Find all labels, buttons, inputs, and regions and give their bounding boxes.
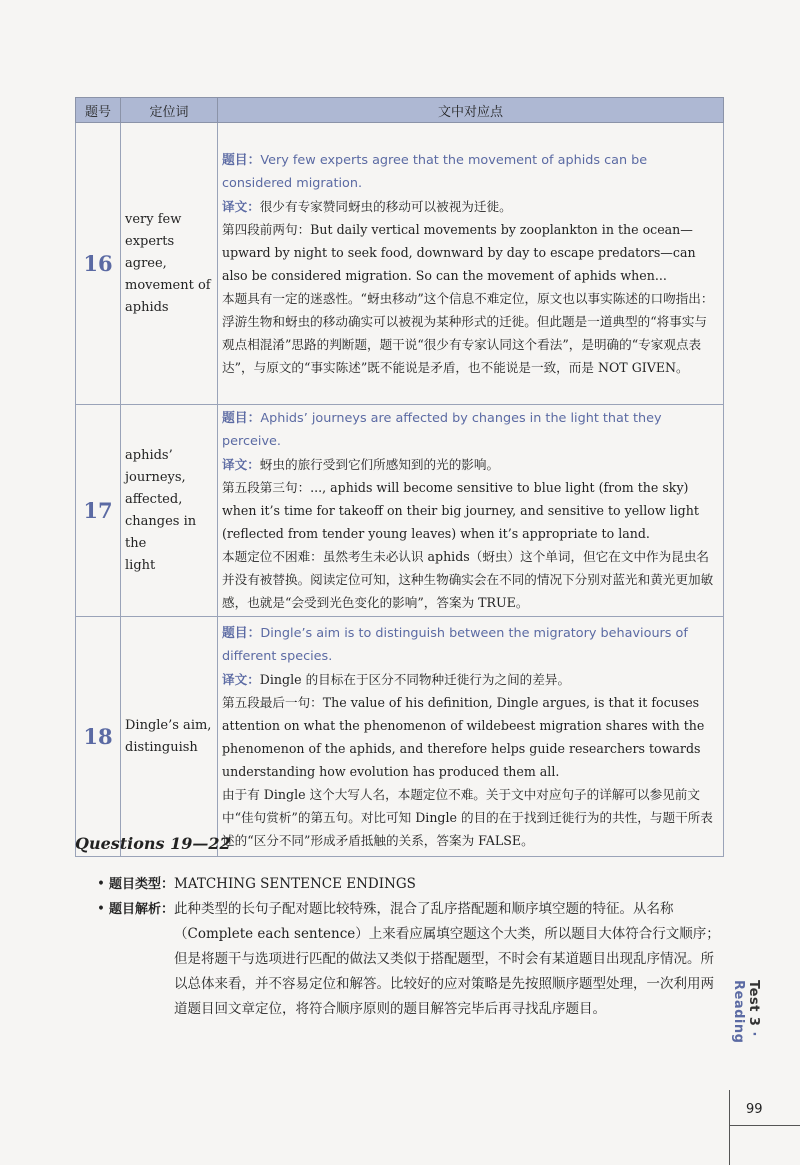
source-text: 第四段前两句：But daily vertical movements by zooplankton in the ocean—upward by night to seek food, downward by day to escape predators—can also be considered migration. So can the movement of aphids when... [222,221,696,283]
page-divider-vertical [729,1090,730,1165]
keyword: changes in the [125,513,197,551]
sidebar-section: Reading [731,980,746,1044]
keyword: experts agree, [125,233,175,271]
keyword: distinguish [125,739,198,755]
keyword: affected, [125,491,183,507]
list-item [97,897,727,1022]
page-divider-horizontal [729,1125,800,1126]
keyword: very few [125,211,182,227]
bullet-icon: • [97,876,105,892]
bullet-label: 题目类型： [109,877,175,892]
bullet-text: 此种类型的长句子配对题比较特殊，混合了乱序搭配题和顺序填空题的特征。从名称（Complete each sentence）上来看应属填空题这个大类，所以题目大体符合行文顺序；但是将题干与选项进行匹配的做法又类似于搭配题型，不时会有某道题目出现乱序情况。所以总体来看，并不容易定位和解答。比较好的应对策略是先按照顺序题型处理，一次利用两道题目回文章定位，将符合顺序原则的题目解答完毕后再寻找乱序题目。 [174,901,720,1017]
table-row [76,123,724,405]
sidebar-separator: · [746,1031,761,1037]
section-sidebar-label [731,980,761,1090]
answer-table [75,97,724,857]
table-header-row [76,98,724,123]
sidebar-test: Test 3 [746,980,761,1027]
table-row [76,617,724,857]
analysis-text: 由于有 Dingle 这个大写人名，本题定位不难。关于文中对应句子的详解可以参见前文中“佳句赏析”的第五句。对比可知 Dingle 的目的在于找到迁徙行为的共性，与题干所表述的“区分不同”形成矛盾抵触的关系，答案为 FALSE。 [222,786,713,848]
bullet-label: 题目解析： [109,902,175,917]
translation-text: 译文：蚜虫的旅行受到它们所感知到的光的影响。 [222,457,500,472]
keyword: light [125,557,156,573]
header-question-number: 题号 [76,98,121,123]
source-text: 第五段最后一句：The value of his definition, Dingle argues, is that it focuses attention on what the phenomenon of wildebeest migration shares with the phenomenon of the aphids, and therefore helps guide researchers towards understanding how evolution has produced them all. [222,694,705,779]
translation-text: 译文：很少有专家赞同蚜虫的移动可以被视为迁徙。 [222,198,512,214]
keyword: movement of [125,277,211,293]
section-heading: Questions 19—22 [75,834,231,853]
list-item [97,872,727,897]
keywords-cell [121,123,218,405]
question-text: 题目：Aphids’ journeys are affected by changes in the light that they perceive. [222,411,662,449]
question-number: 18 [76,617,121,857]
keyword: aphids’ [125,447,173,463]
source-text: 第五段第三句：..., aphids will become sensitive to blue light (from the sky) when it’s time for takeoff on their big journey, and sensitive to yellow light (reflected from tender young leaves) when it’s appropriate to land. [222,480,699,541]
correspondence-cell [218,405,724,617]
bullet-icon: • [97,901,105,917]
table-row [76,405,724,617]
question-number: 17 [76,405,121,617]
keyword: aphids [125,299,169,315]
keyword: Dingle’s aim, [125,717,212,733]
correspondence-cell [218,617,724,857]
bullet-text: MATCHING SENTENCE ENDINGS [174,876,416,892]
page-number: 99 [746,1102,763,1117]
question-number: 16 [76,123,121,405]
analysis-text: 本题具有一定的迷惑性。“蚜虫移动”这个信息不难定位，原文也以事实陈述的口吻指出：浮游生物和蚜虫的移动确实可以被视为某种形式的迁徙。但此题是一道典型的“将事实与观点相混淆”思路的判断题，题干说“很少有专家认同这个看法”，是明确的“专家观点表达”，与原文的“事实陈述”既不能说是矛盾，也不能说是一致，而是 NOT GIVEN。 [222,290,714,375]
keywords-cell [121,617,218,857]
section-bullets [97,872,727,1022]
analysis-text: 本题定位不困难：虽然考生未必认识 aphids（蚜虫）这个单词，但它在文中作为昆虫名并没有被替换。阅读定位可知，这种生物确实会在不同的情况下分别对蓝光和黄光更加敏感，也就是“会受到光色变化的影响”，答案为 TRUE。 [222,549,714,610]
translation-text: 译文：Dingle 的目标在于区分不同物种迁徙行为之间的差异。 [222,671,571,687]
question-text: 题目：Dingle’s aim is to distinguish between the migratory behaviours of different species. [222,625,688,664]
header-keywords: 定位词 [121,98,218,123]
header-correspondence: 文中对应点 [218,98,724,123]
keywords-cell [121,405,218,617]
question-text: 题目：Very few experts agree that the movement of aphids can be considered migration. [222,152,648,191]
correspondence-cell [218,123,724,405]
keyword: journeys, [125,469,186,485]
